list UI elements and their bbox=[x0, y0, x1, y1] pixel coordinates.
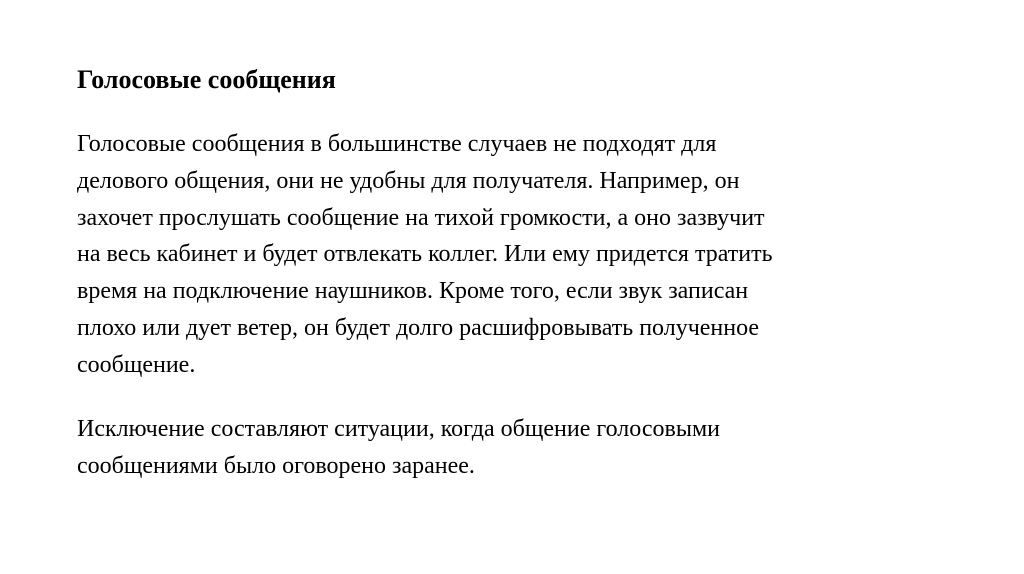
text-line: плохо или дует ветер, он будет долго расшифровывать полученное bbox=[77, 314, 760, 341]
text-line: Исключение составляют ситуации, когда общение голосовыми bbox=[77, 416, 720, 442]
text-line: на весь кабинет и будет отвлекать коллег. Или ему придется тратить bbox=[77, 241, 773, 268]
text-line: делового общения, они не удобны для получателя. Например, он bbox=[77, 167, 740, 194]
paragraph-voice-messages-drawbacks bbox=[77, 126, 957, 384]
text-line: захочет прослушать сообщение на тихой громкости, а оно зазвучит bbox=[77, 204, 765, 231]
text-line: сообщение. bbox=[77, 351, 196, 378]
slide-title: Голосовые сообщения bbox=[77, 65, 336, 94]
text-line: время на подключение наушников. Кроме того, если звук записан bbox=[77, 278, 749, 305]
text-line: сообщениями было оговорено заранее. bbox=[77, 452, 475, 479]
text-line: Голосовые сообщения в большинстве случаев не подходят для bbox=[77, 131, 717, 157]
paragraph-exception bbox=[77, 411, 957, 485]
